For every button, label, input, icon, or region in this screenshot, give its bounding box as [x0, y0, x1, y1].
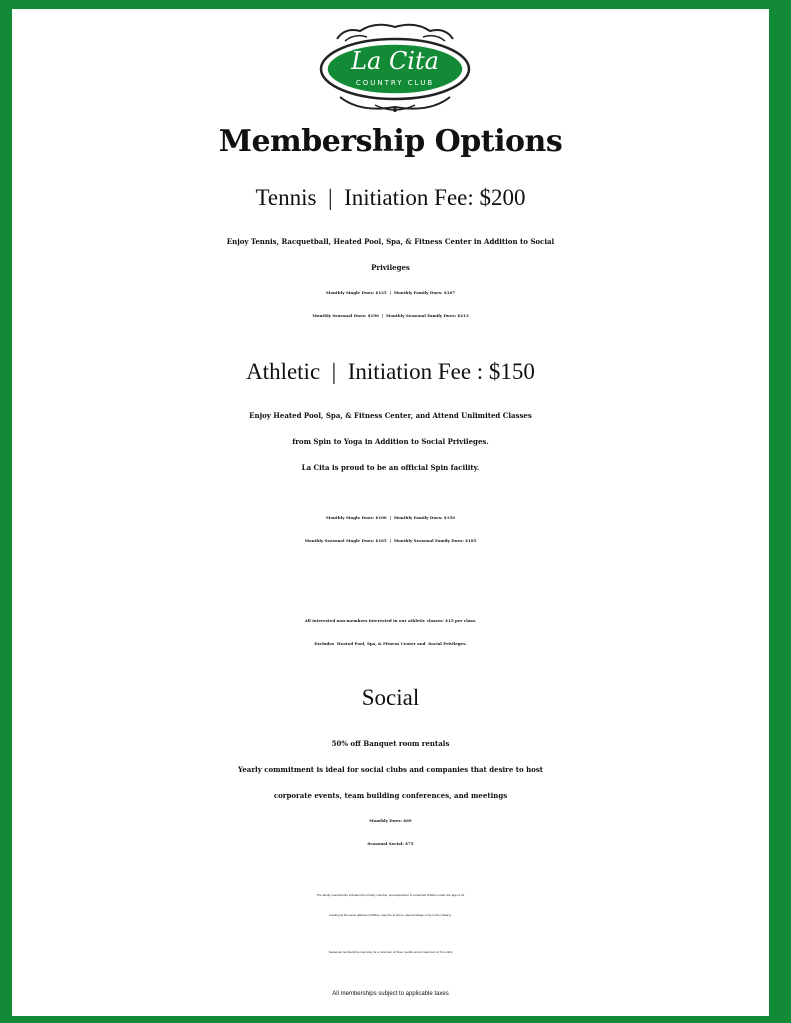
- taxes-note: All memberships subject to applicable taxes: [332, 991, 449, 997]
- social-dues-line2: Seasonal Social: $75: [367, 841, 414, 846]
- logo-subtitle: COUNTRY CLUB: [355, 79, 435, 87]
- membership-flyer: [12, 9, 769, 1016]
- athletic-description-line1: Enjoy Heated Pool, Spa, & Fitness Center, and Attend Unlimited Classes: [249, 411, 532, 420]
- tennis-heading: Tennis | Initiation Fee: $200: [255, 185, 526, 210]
- athletic-description-line3: La Cita is proud to be an official Spin facility.: [301, 463, 480, 472]
- tennis-dues-line2: Monthly Seasonal Dues: $190 | Monthly Seasonal Family Dues: $213: [312, 313, 469, 318]
- logo-name: La Cita: [351, 47, 439, 75]
- social-description-line1: 50% off Banquet room rentals: [331, 739, 450, 748]
- social-dues-line1: Monthly Dues: $69: [369, 818, 412, 823]
- athletic-description-line2: from Spin to Yoga in Addition to Social Privileges.: [292, 437, 489, 446]
- tennis-dues-line1: Monthly Single Dues: $125 | Monthly Family Dues: $167: [325, 290, 456, 295]
- seasonal-note: Seasonal membership must stay for a minimum of three months and a maximum of 6 months: [328, 950, 453, 954]
- athletic-heading: Athletic | Initiation Fee : $150: [246, 359, 535, 384]
- athletic-classes-line2: Excludes Heated Pool, Spa, & Fitness Center and Social Privileges.: [314, 641, 467, 646]
- tennis-description-line2: Privileges: [371, 263, 410, 272]
- tennis-description-line1: Enjoy Tennis, Racquetball, Heated Pool, Spa, & Fitness Center in Addition to Social: [226, 237, 555, 246]
- family-note-line2: residing at the same address (children may live at home, attend college or be in the military).: [329, 913, 452, 917]
- athletic-dues-line2: Monthly Seasonal Single Dues: $165 | Monthly Seasonal Family Dues: $185: [304, 538, 477, 543]
- social-heading: Social: [361, 685, 420, 710]
- family-note-line1: The family membership includes the primary member, spouse/partner & unmarried children under the age of 21: [316, 893, 465, 897]
- page-title: Membership Options: [218, 124, 563, 159]
- la-cita-logo: [315, 21, 475, 115]
- social-description-line2: Yearly commitment is ideal for social clubs and companies that desire to host: [237, 765, 544, 774]
- athletic-dues-line1: Monthly Single Dues: $100 | Monthly Family Dues: $150: [325, 515, 456, 520]
- athletic-classes-line1: All interested non-members interested in our athletic classes: $15 per class.: [304, 618, 477, 623]
- social-description-line3: corporate events, team building conferences, and meetings: [273, 791, 508, 800]
